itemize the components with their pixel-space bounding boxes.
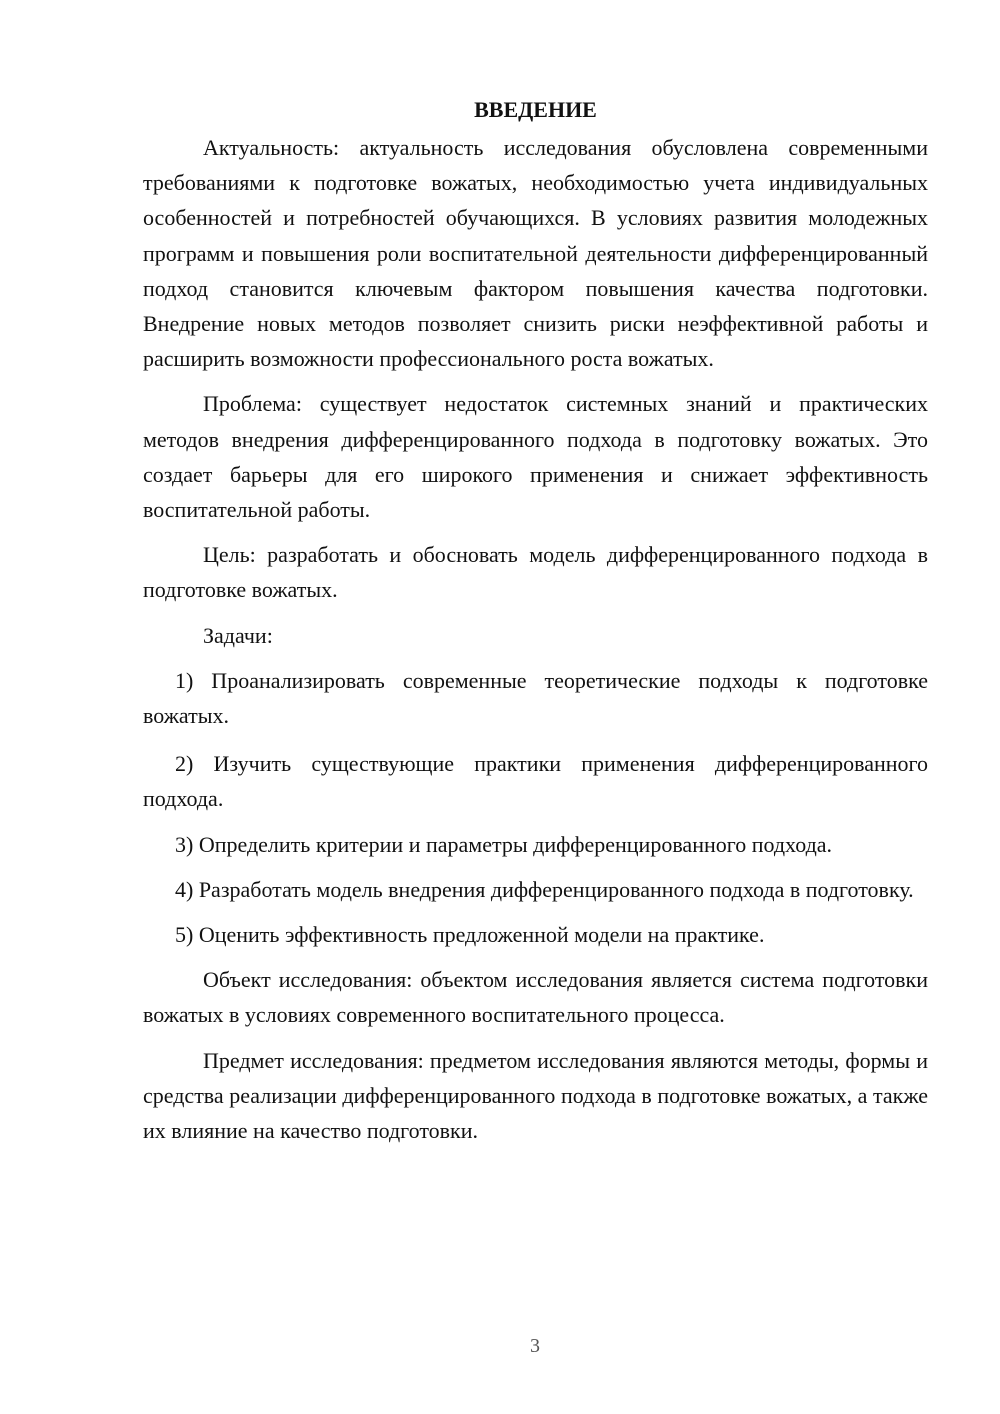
task-item: 5) Оценить эффективность предложенной модели на практике. bbox=[175, 922, 765, 948]
research-subject-paragraph: Предмет исследования: предметом исследования являются методы, формы и средства реализации дифференцированного подхода в подготовке вожатых, а также их влияние на качество подготовки. bbox=[143, 1047, 928, 1144]
research-object-paragraph: Объект исследования: объектом исследования является система подготовки вожатых в условиях современного воспитательного процесса. bbox=[143, 967, 928, 1028]
task-item: 2) Изучить существующие практики применения дифференцированного подхода. bbox=[143, 751, 928, 812]
goal-paragraph: Цель: разработать и обосновать модель дифференцированного подхода в подготовке вожатых. bbox=[143, 542, 928, 603]
tasks-heading: Задачи: bbox=[203, 622, 273, 648]
problem-paragraph: Проблема: существует недостаток системных знаний и практических методов внедрения дифференцированного подхода в подготовку вожатых. Это создает барьеры для его широкого применения и снижает эффективность воспитательной работы. bbox=[143, 391, 928, 523]
task-item: 4) Разработать модель внедрения дифференцированного подхода в подготовку. bbox=[175, 876, 914, 902]
document-page bbox=[143, 92, 928, 1148]
task-item: 3) Определить критерии и параметры дифференцированного подхода. bbox=[175, 831, 833, 857]
task-item: 1) Проанализировать современные теоретические подходы к подготовке вожатых. bbox=[143, 667, 928, 729]
page-number: 3 bbox=[530, 1335, 540, 1357]
section-title: ВВЕДЕНИЕ bbox=[474, 97, 597, 122]
relevance-paragraph: Актуальность: актуальность исследования обусловлена современными требованиями к подготовке вожатых, необходимостью учета индивидуальных особенностей и потребностей обучающихся. В условиях развития молодежных программ и повышения роли воспитательной деятельности дифференцированный подход становится ключевым фактором повышения качества подготовки. Внедрение новых методов позволяет снизить риски неэффективной работы и расширить возможности профессионального роста вожатых. bbox=[143, 135, 928, 372]
